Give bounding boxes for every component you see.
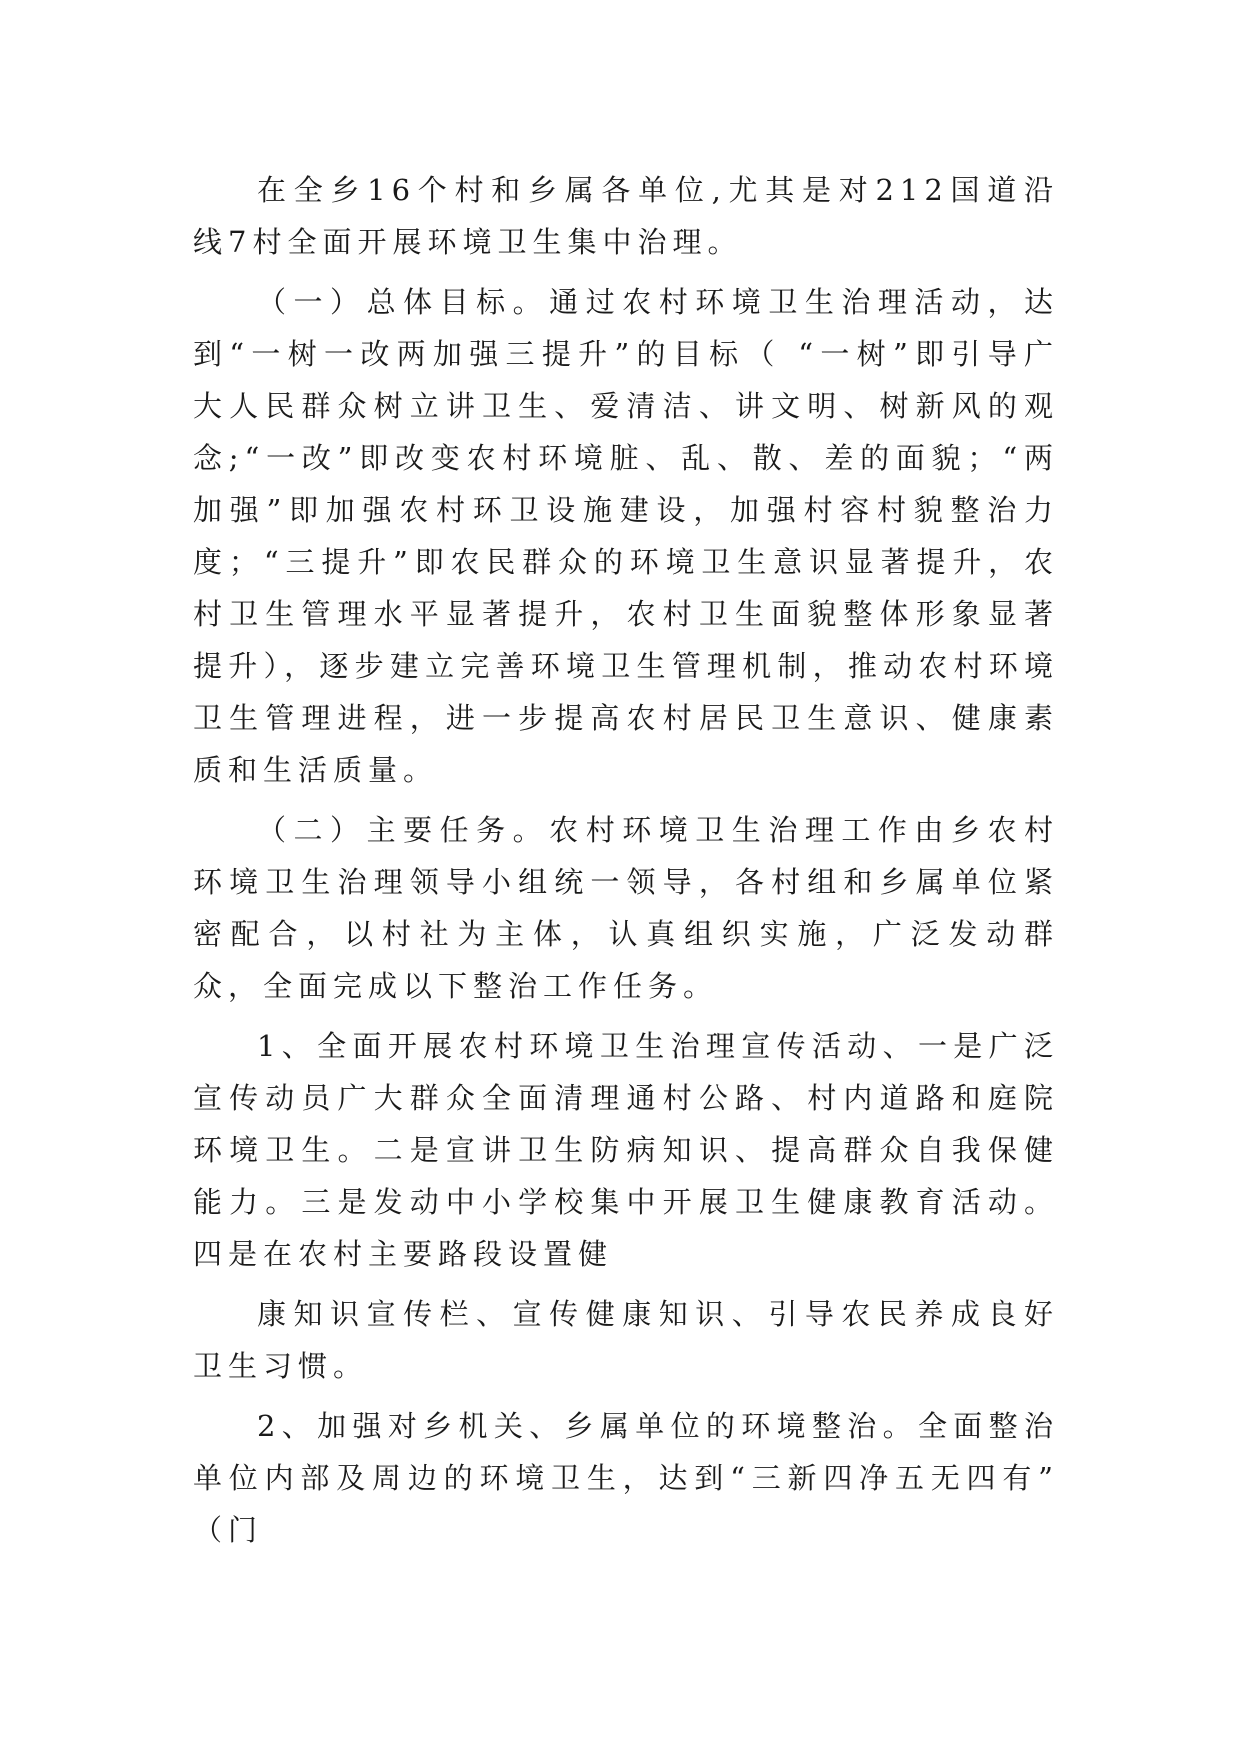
paragraph-1: 在全乡16个村和乡属各单位,尤其是对212国道沿线7村全面开展环境卫生集中治理。 — [193, 173, 1059, 259]
paragraph-3: （二）主要任务。农村环境卫生治理工作由乡农村环境卫生治理领导小组统一领导，各村组和乡属单位紧密配合，以村社为主体，认真组织实施，广泛发动群众，全面完成以下整治工作任务。 — [193, 813, 1059, 1003]
paragraph-4: 1、全面开展农村环境卫生治理宣传活动、一是广泛宣传动员广大群众全面清理通村公路、村内道路和庭院环境卫生。二是宣讲卫生防病知识、提高群众自我保健能力。三是发动中小学校集中开展卫生健康教育活动。四是在农村主要路段设置健 — [193, 1029, 1059, 1271]
paragraph-2: （一）总体目标。通过农村环境卫生治理活动，达到“一树一改两加强三提升”的目标（ “一树”即引导广大人民群众树立讲卫生、爱清洁、讲文明、树新风的观念;“一改”即改变农村环境脏、乱、散、差的面貌；“两加强”即加强农村环卫设施建设，加强村容村貌整治力度；“三提升”即农民群众的环境卫生意识显著提升，农村卫生管理水平显著提升，农村卫生面貌整体形象显著提升），逐步建立完善环境卫生管理机制，推动农村环境卫生管理进程，进一步提高农村居民卫生意识、健康素质和生活质量。 — [193, 285, 1059, 787]
paragraph-5: 康知识宣传栏、宣传健康知识、引导农民养成良好卫生习惯。 — [193, 1297, 1059, 1383]
paragraph-6: 2、加强对乡机关、乡属单位的环境整治。全面整治单位内部及周边的环境卫生，达到“三新四净五无四有” （门 — [193, 1409, 1059, 1547]
document-body — [193, 164, 1059, 1564]
